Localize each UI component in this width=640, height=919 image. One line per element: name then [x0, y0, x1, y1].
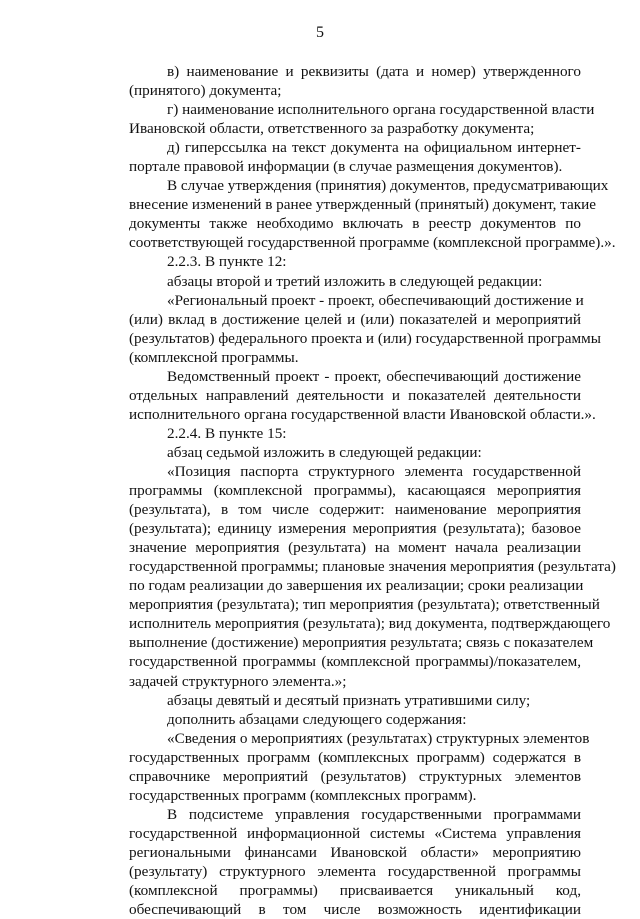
text-line: г) наименование исполнительного органа государственной власти [167, 101, 595, 119]
paragraph [91, 100, 595, 138]
text-line: д) гиперссылка на текст документа на официальном интернет- [167, 139, 581, 157]
page-number: 5 [316, 24, 324, 41]
text-line: значение мероприятия (результата) на момент начала реализации [129, 539, 581, 557]
paragraph [91, 62, 581, 100]
paragraph [91, 367, 596, 424]
text-line: программы (комплексной программы), касающаяся мероприятия [129, 482, 581, 500]
text-line: Ивановской области, ответственного за разработку документа; [129, 120, 535, 138]
text-line: (результата); единицу измерения мероприятия (результата); базовое [129, 520, 581, 538]
text-line: в) наименование и реквизиты (дата и номер) утвержденного [167, 63, 581, 80]
text-line: В подсистеме управления государственными программами [167, 805, 581, 823]
text-line: документы также необходимо включать в реестр документов по [129, 215, 581, 233]
text-line: (результата), в том числе содержит: наименование мероприятия [129, 501, 581, 519]
text-line: Ведомственный проект - проект, обеспечивающий достижение [167, 367, 581, 385]
paragraph [91, 462, 616, 691]
paragraph [91, 291, 601, 367]
paragraph [91, 252, 581, 271]
text-line: государственной программы; плановые значения мероприятия (результата) [129, 558, 616, 576]
paragraph [91, 424, 581, 443]
text-line: «Сведения о мероприятиях (результатах) структурных элементов [167, 729, 590, 747]
text-line: В случае утверждения (принятия) документов, предусматривающих [167, 177, 609, 195]
paragraph [91, 710, 581, 729]
text-line: дополнить абзацами следующего содержания: [167, 710, 467, 728]
text-line: отдельных направлений деятельности и показателей деятельности [129, 386, 581, 404]
text-line: (комплексной программы. [129, 348, 299, 366]
text-line: государственной информационной системы «Система управления [129, 824, 581, 842]
paragraph [91, 176, 616, 252]
text-line: (результатов) федерального проекта и (или) государственной программы [129, 329, 601, 347]
text-line: абзац седьмой изложить в следующей редакции: [167, 443, 482, 461]
paragraph [91, 443, 581, 462]
text-line: «Позиция паспорта структурного элемента государственной [167, 462, 581, 480]
text-line: государственных программ (комплексных программ). [129, 786, 477, 804]
paragraph [91, 805, 581, 919]
text-line: абзацы девятый и десятый признать утратившими силу; [167, 691, 531, 709]
text-line: выполнение (достижение) мероприятия результата; связь с показателем [129, 634, 594, 652]
text-line: задачей структурного элемента.»; [129, 672, 347, 690]
text-line: абзацы второй и третий изложить в следующей редакции: [167, 272, 543, 290]
text-line: внесение изменений в ранее утвержденный (принятый) документ, такие [129, 196, 596, 214]
text-line: «Региональный проект - проект, обеспечивающий достижение и [167, 291, 584, 309]
text-line: (принятого) документа; [129, 82, 282, 100]
text-line: по годам реализации до завершения их реализации; сроки реализации [129, 577, 584, 595]
text-line: портале правовой информации (в случае размещения документов). [129, 158, 563, 176]
paragraph [91, 691, 581, 710]
paragraph [91, 729, 590, 805]
text-line: мероприятия (результата); тип мероприятия (результата); ответственный [129, 596, 600, 614]
text-line: государственных программ (комплексных программ) содержатся в [129, 748, 581, 766]
text-line: (результату) структурного элемента государственной программы [129, 862, 581, 880]
text-line: региональными финансами Ивановской области» мероприятию [129, 843, 581, 861]
text-line: соответствующей государственной программе (комплексной программе).». [129, 234, 616, 252]
text-line: исполнительного органа государственной власти Ивановской области.». [129, 405, 596, 423]
paragraph [91, 138, 581, 176]
text-line: исполнитель мероприятия (результата); вид документа, подтверждающего [129, 615, 611, 633]
paragraph [91, 272, 581, 291]
text-line: государственной программы (комплексной программы)/показателем, [129, 653, 581, 671]
text-line: (комплексной программы) присваивается уникальный код, [129, 882, 581, 900]
text-line: (или) вклад в достижение целей и (или) показателей и мероприятий [129, 310, 581, 328]
text-line: 2.2.3. В пункте 12: [167, 253, 287, 271]
document-body [91, 62, 616, 919]
text-line: обеспечивающий в том числе возможность идентификации [129, 901, 581, 919]
text-line: 2.2.4. В пункте 15: [167, 424, 287, 442]
text-line: справочнике мероприятий (результатов) структурных элементов [129, 767, 581, 785]
